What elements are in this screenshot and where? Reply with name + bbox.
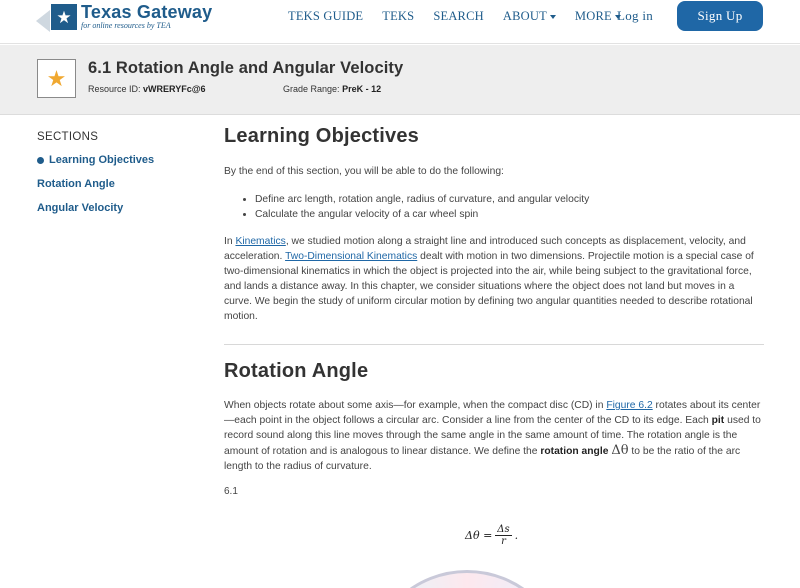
- equation-lhs: Δθ =: [465, 529, 493, 542]
- learning-objectives-heading: Learning Objectives: [224, 125, 419, 147]
- nav-about-label: ABOUT: [502, 9, 547, 23]
- sidebar-item-rotation-angle[interactable]: Rotation Angle: [37, 178, 115, 190]
- equation-end: .: [514, 529, 519, 542]
- nav-search[interactable]: SEARCH: [433, 9, 484, 23]
- grade-range: [283, 84, 381, 94]
- top-navigation: [0, 0, 800, 44]
- text: rotates about its center—each point in the object follows a circular arc. Consider a line from the center of the CD to its edge. Each: [224, 400, 761, 426]
- signup-button[interactable]: Sign Up: [677, 1, 763, 31]
- term-pit: pit: [711, 415, 725, 426]
- term-rotation-angle: rotation angle: [540, 446, 609, 457]
- equation-number: 6.1: [224, 486, 238, 497]
- objectives-list: [255, 192, 764, 222]
- favorite-button[interactable]: [37, 59, 76, 98]
- nav-links: [288, 9, 640, 24]
- nav-teks-guide[interactable]: TEKS GUIDE: [288, 9, 364, 23]
- list-item: • Calculate the angular velocity of a car wheel spin: [255, 207, 764, 222]
- list-item: • Define arc length, rotation angle, radius of curvature, and angular velocity: [255, 192, 764, 207]
- logo-subtitle: for online resources by TEA: [81, 21, 171, 30]
- text: When objects rotate about some axis—for example, when the compact disc (CD) in: [224, 400, 607, 411]
- text: dealt with motion in two dimensions. Projectile motion is a special case of two-dimensional kinematics in which the object is projected into the air, while being subject to the gravitational force, and lands a distance away. In this chapter, we consider situations where the object does not land but moves in a curve. We begin the study of uniform circular motion by defining two angular quantities needed to describe rotational motion.: [224, 251, 754, 322]
- kinematics-paragraph: [224, 234, 764, 324]
- sections-sidebar: [37, 131, 207, 226]
- equation-numerator: Δs: [497, 524, 510, 535]
- login-link[interactable]: Log in: [617, 8, 654, 23]
- main-content: [224, 125, 764, 497]
- nav-about[interactable]: [503, 9, 556, 24]
- chevron-down-icon: [550, 15, 556, 19]
- two-dimensional-kinematics-link[interactable]: Two-Dimensional Kinematics: [285, 251, 418, 262]
- sections-heading: SECTIONS: [37, 131, 99, 143]
- logo-mark: [36, 2, 80, 32]
- active-dot-icon: [37, 157, 44, 164]
- figure-6-2-link[interactable]: Figure 6.2: [606, 400, 653, 411]
- resource-header: [0, 45, 800, 115]
- logo-title: Texas Gateway: [81, 2, 213, 22]
- section-divider: [224, 344, 764, 345]
- text: In: [224, 236, 236, 247]
- sidebar-item-angular-velocity[interactable]: Angular Velocity: [37, 202, 124, 214]
- resource-id-value: vWRERYFc@6: [143, 84, 206, 94]
- resource-id-label: Resource ID:: [88, 84, 141, 94]
- text: , we studied motion along a straight line and introduced such concepts as displacement, velocity, and acceleration.: [224, 236, 746, 262]
- kinematics-link[interactable]: Kinematics: [235, 236, 286, 247]
- text: to be the ratio of the arc length to the radius of curvature.: [224, 446, 741, 472]
- sidebar-item-learning-objectives[interactable]: [37, 154, 207, 166]
- equation-fraction: [495, 524, 511, 547]
- text: used to record sound along this line moves through the same angle in the same amount of time. The rotation angle is the amount of rotation and is analogous to linear distance. We define the: [224, 415, 761, 457]
- page-title: 6.1 Rotation Angle and Angular Velocity: [88, 59, 404, 77]
- sidebar-item-label: Learning Objectives: [49, 154, 155, 166]
- texas-gateway-logo[interactable]: [36, 2, 212, 32]
- star-icon: ★: [46, 65, 67, 91]
- nav-teks[interactable]: TEKS: [382, 9, 415, 23]
- grade-range-value: PreK - 12: [342, 84, 382, 94]
- nav-more-label: MORE: [574, 9, 612, 23]
- resource-id: [88, 84, 206, 94]
- logo-shadow: [36, 10, 50, 32]
- objectives-intro: By the end of this section, you will be able to do the following:: [224, 166, 504, 177]
- rotation-angle-heading: Rotation Angle: [224, 360, 369, 382]
- star-icon: ★: [51, 4, 77, 30]
- logo-text: [81, 2, 212, 30]
- compact-disc-figure: [367, 570, 567, 588]
- rotation-angle-paragraph: [224, 398, 764, 474]
- equation-denominator: r: [501, 536, 506, 547]
- rotation-angle-equation: [465, 524, 518, 547]
- nav-more[interactable]: [575, 9, 621, 24]
- delta-theta-symbol: Δθ: [611, 443, 629, 458]
- grade-range-label: Grade Range:: [283, 84, 340, 94]
